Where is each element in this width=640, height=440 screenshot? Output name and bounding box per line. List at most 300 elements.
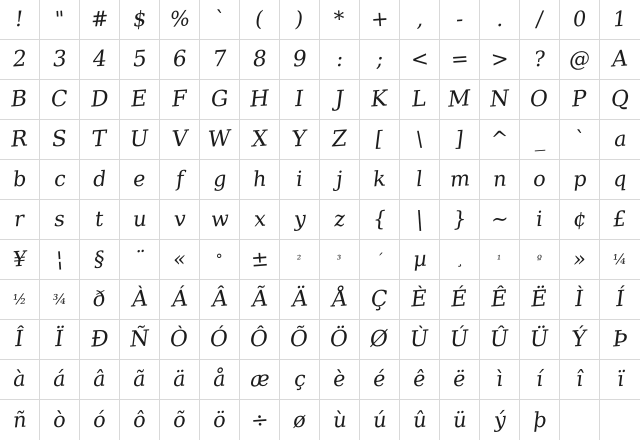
glyph-cell[interactable]	[0, 200, 40, 240]
glyph-character: À	[130, 285, 149, 313]
glyph-character: u	[131, 206, 148, 232]
glyph-cell[interactable]	[240, 320, 280, 360]
glyph-cell[interactable]	[360, 240, 400, 280]
glyph-character: o	[532, 166, 547, 192]
glyph-character: ¨	[133, 246, 146, 272]
glyph-cell[interactable]	[440, 200, 480, 240]
glyph-character: µ	[411, 246, 428, 272]
glyph-character: î	[575, 366, 584, 392]
glyph-character: Ã	[250, 285, 269, 313]
glyph-character: S	[51, 126, 68, 152]
glyph-character: F	[170, 85, 188, 113]
glyph-cell[interactable]	[440, 0, 480, 40]
glyph-cell[interactable]	[480, 200, 520, 240]
glyph-cell[interactable]	[360, 160, 400, 200]
glyph-character: §	[93, 246, 106, 272]
glyph-cell[interactable]	[560, 360, 600, 400]
glyph-character: \	[415, 126, 424, 152]
glyph-cell[interactable]	[400, 360, 440, 400]
glyph-cell[interactable]	[600, 80, 640, 120]
glyph-cell[interactable]	[400, 320, 440, 360]
glyph-cell[interactable]	[200, 160, 240, 200]
glyph-cell[interactable]	[320, 0, 360, 40]
glyph-character: (	[254, 6, 265, 32]
glyph-cell[interactable]	[80, 200, 120, 240]
glyph-cell[interactable]	[360, 200, 400, 240]
glyph-character: _	[533, 126, 546, 152]
glyph-character: Ù	[409, 325, 430, 353]
glyph-cell[interactable]	[520, 120, 560, 160]
glyph-cell[interactable]	[440, 80, 480, 120]
glyph-cell[interactable]	[400, 160, 440, 200]
glyph-cell[interactable]	[600, 400, 640, 440]
glyph-character: È	[410, 285, 429, 313]
glyph-character: 4	[91, 46, 108, 72]
glyph-character: 3	[51, 46, 68, 72]
glyph-cell[interactable]	[320, 320, 360, 360]
glyph-character: =	[449, 46, 470, 72]
glyph-cell[interactable]	[80, 40, 120, 80]
glyph-cell[interactable]	[280, 40, 320, 80]
glyph-cell[interactable]	[40, 120, 80, 160]
glyph-cell[interactable]	[560, 320, 600, 360]
glyph-cell[interactable]	[480, 0, 520, 40]
glyph-cell[interactable]	[600, 160, 640, 200]
glyph-character: Z	[330, 125, 348, 153]
glyph-cell[interactable]	[40, 0, 80, 40]
glyph-cell[interactable]	[240, 160, 280, 200]
glyph-character: ½	[12, 291, 27, 308]
glyph-cell[interactable]	[80, 120, 120, 160]
glyph-character: `	[213, 6, 226, 32]
glyph-cell[interactable]	[80, 320, 120, 360]
glyph-character: ê	[412, 366, 427, 392]
glyph-cell[interactable]	[560, 120, 600, 160]
glyph-cell[interactable]	[240, 200, 280, 240]
glyph-character: Á	[170, 285, 189, 313]
glyph-cell[interactable]	[160, 40, 200, 80]
glyph-cell[interactable]	[440, 280, 480, 320]
glyph-cell[interactable]	[160, 240, 200, 280]
glyph-cell[interactable]	[160, 280, 200, 320]
glyph-cell[interactable]	[520, 80, 560, 120]
glyph-cell[interactable]	[440, 320, 480, 360]
glyph-character: ]	[454, 126, 465, 152]
glyph-cell[interactable]	[0, 0, 40, 40]
glyph-cell[interactable]	[160, 360, 200, 400]
glyph-cell[interactable]	[0, 320, 40, 360]
glyph-character: 7	[211, 46, 228, 72]
glyph-cell[interactable]	[560, 40, 600, 80]
glyph-cell[interactable]	[160, 200, 200, 240]
glyph-character: ¹	[496, 252, 503, 267]
glyph-cell[interactable]	[400, 200, 440, 240]
glyph-character: x	[252, 206, 267, 232]
glyph-cell[interactable]	[480, 280, 520, 320]
glyph-cell[interactable]	[560, 200, 600, 240]
glyph-cell[interactable]	[120, 160, 160, 200]
glyph-cell[interactable]	[280, 240, 320, 280]
glyph-cell[interactable]	[480, 120, 520, 160]
glyph-cell[interactable]	[320, 80, 360, 120]
glyph-cell[interactable]	[280, 160, 320, 200]
glyph-character: °	[215, 251, 224, 268]
glyph-cell[interactable]	[600, 120, 640, 160]
glyph-cell[interactable]	[320, 360, 360, 400]
glyph-cell[interactable]	[560, 160, 600, 200]
glyph-cell[interactable]	[160, 120, 200, 160]
glyph-character: á	[52, 366, 67, 392]
glyph-cell[interactable]	[240, 360, 280, 400]
glyph-cell[interactable]	[520, 40, 560, 80]
glyph-character: Ñ	[128, 325, 150, 353]
glyph-cell[interactable]	[80, 280, 120, 320]
glyph-cell[interactable]	[480, 360, 520, 400]
glyph-character: Ý	[571, 326, 588, 352]
glyph-character: £	[612, 206, 628, 232]
glyph-cell[interactable]	[320, 240, 360, 280]
glyph-character: D	[89, 85, 110, 113]
glyph-cell[interactable]	[160, 0, 200, 40]
glyph-cell[interactable]	[280, 320, 320, 360]
glyph-character: b	[11, 166, 28, 192]
glyph-cell[interactable]	[600, 40, 640, 80]
glyph-cell[interactable]	[520, 360, 560, 400]
glyph-cell[interactable]	[240, 80, 280, 120]
glyph-cell[interactable]	[280, 0, 320, 40]
glyph-character: ;	[375, 46, 384, 72]
glyph-character: d	[91, 166, 108, 192]
glyph-character: i	[295, 166, 304, 192]
glyph-cell[interactable]	[600, 0, 640, 40]
glyph-cell[interactable]	[320, 40, 360, 80]
glyph-cell[interactable]	[40, 40, 80, 80]
glyph-character: X	[250, 125, 269, 153]
glyph-cell[interactable]	[160, 320, 200, 360]
glyph-cell[interactable]	[0, 40, 40, 80]
glyph-character: Ø	[369, 325, 390, 353]
glyph-cell[interactable]	[440, 40, 480, 80]
glyph-cell[interactable]	[600, 200, 640, 240]
glyph-cell[interactable]	[40, 280, 80, 320]
glyph-cell[interactable]	[320, 120, 360, 160]
glyph-character: Ë	[530, 285, 549, 313]
glyph-cell[interactable]	[520, 280, 560, 320]
glyph-character: ý	[492, 407, 507, 432]
glyph-cell[interactable]	[360, 320, 400, 360]
glyph-character: Î	[14, 326, 25, 352]
glyph-character: 0	[571, 6, 587, 32]
glyph-character: {	[371, 206, 387, 232]
glyph-character: M	[447, 85, 472, 113]
glyph-character: Ð	[89, 325, 110, 353]
glyph-character: »	[572, 246, 587, 272]
glyph-cell[interactable]	[480, 80, 520, 120]
glyph-cell[interactable]	[40, 80, 80, 120]
glyph-character: É	[450, 285, 469, 313]
glyph-character: h	[251, 166, 268, 192]
glyph-cell[interactable]	[0, 240, 40, 280]
glyph-cell[interactable]	[200, 280, 240, 320]
glyph-cell[interactable]	[280, 120, 320, 160]
glyph-cell[interactable]	[80, 360, 120, 400]
glyph-cell[interactable]	[200, 40, 240, 80]
glyph-character: ÷	[249, 406, 270, 433]
glyph-cell[interactable]	[0, 400, 40, 440]
glyph-cell[interactable]	[240, 240, 280, 280]
glyph-cell[interactable]	[560, 240, 600, 280]
glyph-cell[interactable]	[240, 40, 280, 80]
glyph-cell[interactable]	[280, 200, 320, 240]
glyph-cell[interactable]	[120, 120, 160, 160]
glyph-cell[interactable]	[120, 200, 160, 240]
glyph-cell[interactable]	[320, 160, 360, 200]
glyph-character: N	[488, 85, 510, 113]
glyph-cell[interactable]	[0, 80, 40, 120]
glyph-cell[interactable]	[240, 400, 280, 440]
glyph-cell[interactable]	[40, 200, 80, 240]
glyph-cell[interactable]	[200, 240, 240, 280]
glyph-character: >	[489, 46, 510, 72]
glyph-cell[interactable]	[240, 120, 280, 160]
glyph-cell[interactable]	[80, 80, 120, 120]
glyph-cell[interactable]	[520, 240, 560, 280]
glyph-cell[interactable]	[600, 320, 640, 360]
glyph-cell[interactable]	[80, 400, 120, 440]
glyph-cell[interactable]	[80, 160, 120, 200]
glyph-cell[interactable]	[120, 0, 160, 40]
glyph-character: Ç	[370, 285, 389, 313]
glyph-character: Ü	[529, 325, 550, 353]
glyph-character: m	[448, 166, 471, 192]
glyph-cell[interactable]	[440, 400, 480, 440]
glyph-cell[interactable]	[440, 120, 480, 160]
glyph-character: ç	[292, 366, 307, 392]
glyph-character: ü	[451, 407, 468, 432]
glyph-cell[interactable]	[40, 240, 80, 280]
glyph-cell[interactable]	[400, 80, 440, 120]
glyph-cell[interactable]	[80, 240, 120, 280]
glyph-character: a	[612, 126, 628, 152]
glyph-cell[interactable]	[0, 360, 40, 400]
glyph-character: )	[294, 6, 305, 32]
glyph-cell[interactable]	[400, 40, 440, 80]
glyph-character: J	[334, 86, 345, 112]
glyph-character: Ö	[329, 325, 350, 353]
glyph-cell[interactable]	[400, 240, 440, 280]
glyph-cell[interactable]	[520, 0, 560, 40]
glyph-cell[interactable]	[560, 400, 600, 440]
glyph-character: !	[14, 6, 25, 32]
glyph-cell[interactable]	[360, 0, 400, 40]
glyph-character: j	[335, 166, 344, 192]
glyph-cell[interactable]	[160, 80, 200, 120]
glyph-character: Â	[210, 285, 229, 313]
glyph-cell[interactable]	[0, 160, 40, 200]
glyph-cell[interactable]	[560, 280, 600, 320]
glyph-character: ^	[489, 126, 510, 152]
glyph-character: ù	[331, 407, 348, 432]
glyph-cell[interactable]	[520, 160, 560, 200]
glyph-character: ¢	[571, 206, 587, 232]
glyph-cell[interactable]	[600, 360, 640, 400]
glyph-cell[interactable]	[240, 0, 280, 40]
glyph-cell[interactable]	[320, 280, 360, 320]
glyph-cell[interactable]	[560, 80, 600, 120]
glyph-character: Ï	[54, 326, 65, 352]
glyph-cell[interactable]	[40, 360, 80, 400]
glyph-cell[interactable]	[440, 240, 480, 280]
glyph-character: [	[374, 126, 385, 152]
glyph-cell[interactable]	[120, 280, 160, 320]
glyph-character: w	[209, 206, 230, 232]
glyph-cell[interactable]	[600, 280, 640, 320]
glyph-character: :	[335, 46, 344, 72]
glyph-character: "	[53, 6, 66, 32]
glyph-cell[interactable]	[120, 40, 160, 80]
glyph-cell[interactable]	[600, 240, 640, 280]
glyph-character: /	[535, 6, 544, 32]
glyph-character: ä	[172, 366, 187, 392]
glyph-character: 5	[131, 46, 148, 72]
glyph-character: ø	[292, 407, 307, 432]
glyph-cell[interactable]	[200, 120, 240, 160]
glyph-cell[interactable]	[280, 280, 320, 320]
glyph-character: G	[209, 85, 230, 113]
glyph-character: }	[451, 206, 467, 232]
glyph-character: v	[172, 206, 187, 232]
glyph-character: æ	[248, 366, 271, 392]
glyph-character: V	[170, 125, 189, 153]
glyph-cell[interactable]	[520, 320, 560, 360]
glyph-character: ?	[533, 46, 546, 72]
glyph-cell[interactable]	[0, 280, 40, 320]
glyph-character: 9	[291, 46, 308, 72]
glyph-character: t	[94, 206, 105, 232]
glyph-character: Þ	[611, 326, 629, 352]
glyph-cell[interactable]	[200, 320, 240, 360]
glyph-character: â	[92, 366, 107, 392]
glyph-cell[interactable]	[520, 200, 560, 240]
glyph-cell[interactable]	[160, 400, 200, 440]
glyph-character: <	[409, 46, 430, 72]
glyph-cell[interactable]	[280, 400, 320, 440]
glyph-cell[interactable]	[480, 400, 520, 440]
glyph-character: W	[207, 125, 232, 153]
glyph-character: ô	[132, 407, 147, 432]
glyph-character: R	[10, 125, 29, 153]
glyph-cell[interactable]	[440, 160, 480, 200]
glyph-character: ,	[415, 6, 424, 32]
glyph-cell[interactable]	[80, 0, 120, 40]
glyph-character: q	[612, 166, 628, 192]
glyph-cell[interactable]	[200, 200, 240, 240]
glyph-cell[interactable]	[480, 320, 520, 360]
glyph-cell[interactable]	[400, 400, 440, 440]
glyph-character: Û	[489, 325, 510, 353]
glyph-character: Ò	[169, 325, 190, 353]
glyph-cell[interactable]	[240, 280, 280, 320]
glyph-character: `	[573, 126, 586, 152]
glyph-cell[interactable]	[280, 80, 320, 120]
glyph-cell[interactable]	[120, 240, 160, 280]
glyph-character: B	[10, 85, 29, 113]
glyph-cell[interactable]	[360, 120, 400, 160]
glyph-character: T	[91, 126, 108, 152]
glyph-character: ´	[375, 251, 384, 268]
glyph-cell[interactable]	[400, 280, 440, 320]
glyph-cell[interactable]	[480, 160, 520, 200]
glyph-cell[interactable]	[160, 160, 200, 200]
glyph-cell[interactable]	[400, 0, 440, 40]
glyph-cell[interactable]	[360, 360, 400, 400]
glyph-cell[interactable]	[360, 400, 400, 440]
glyph-character: 6	[171, 46, 188, 72]
glyph-character: i	[535, 206, 544, 232]
glyph-character: 2	[11, 46, 28, 72]
glyph-character: ±	[249, 246, 270, 272]
glyph-cell[interactable]	[480, 40, 520, 80]
glyph-character: è	[332, 366, 347, 392]
glyph-cell[interactable]	[320, 400, 360, 440]
glyph-character: ñ	[11, 407, 28, 432]
glyph-character: *	[333, 6, 346, 32]
glyph-character: p	[571, 166, 588, 192]
glyph-cell[interactable]	[200, 0, 240, 40]
glyph-character: Õ	[289, 325, 310, 353]
glyph-cell[interactable]	[320, 200, 360, 240]
glyph-character: E	[130, 85, 149, 113]
glyph-character: º	[536, 252, 543, 267]
glyph-cell[interactable]	[120, 400, 160, 440]
glyph-cell[interactable]	[200, 360, 240, 400]
glyph-cell[interactable]	[520, 400, 560, 440]
glyph-cell[interactable]	[40, 160, 80, 200]
glyph-character: ú	[371, 407, 388, 432]
glyph-cell[interactable]	[440, 360, 480, 400]
glyph-character: +	[369, 6, 390, 32]
glyph-character: n	[491, 166, 508, 192]
glyph-cell[interactable]	[280, 360, 320, 400]
glyph-cell[interactable]	[120, 360, 160, 400]
glyph-cell[interactable]	[120, 80, 160, 120]
glyph-cell[interactable]	[400, 120, 440, 160]
glyph-cell[interactable]	[120, 320, 160, 360]
glyph-character: z	[333, 206, 346, 232]
glyph-cell[interactable]	[360, 80, 400, 120]
glyph-cell[interactable]	[480, 240, 520, 280]
glyph-cell[interactable]	[0, 120, 40, 160]
glyph-cell[interactable]	[360, 280, 400, 320]
glyph-character: P	[571, 86, 588, 112]
glyph-cell[interactable]	[360, 40, 400, 80]
glyph-character: l	[415, 166, 424, 192]
glyph-character: û	[411, 407, 428, 432]
glyph-character: f	[174, 166, 185, 192]
glyph-character: %	[168, 6, 191, 32]
glyph-character: L	[411, 86, 428, 112]
glyph-character: A	[611, 45, 629, 73]
glyph-cell[interactable]	[200, 80, 240, 120]
glyph-cell[interactable]	[560, 0, 600, 40]
glyph-character: O	[529, 85, 550, 113]
glyph-cell[interactable]	[40, 400, 80, 440]
glyph-character: c	[52, 166, 67, 192]
glyph-character: Å	[330, 285, 349, 313]
glyph-character: K	[370, 85, 389, 113]
glyph-cell[interactable]	[200, 400, 240, 440]
glyph-cell[interactable]	[40, 320, 80, 360]
